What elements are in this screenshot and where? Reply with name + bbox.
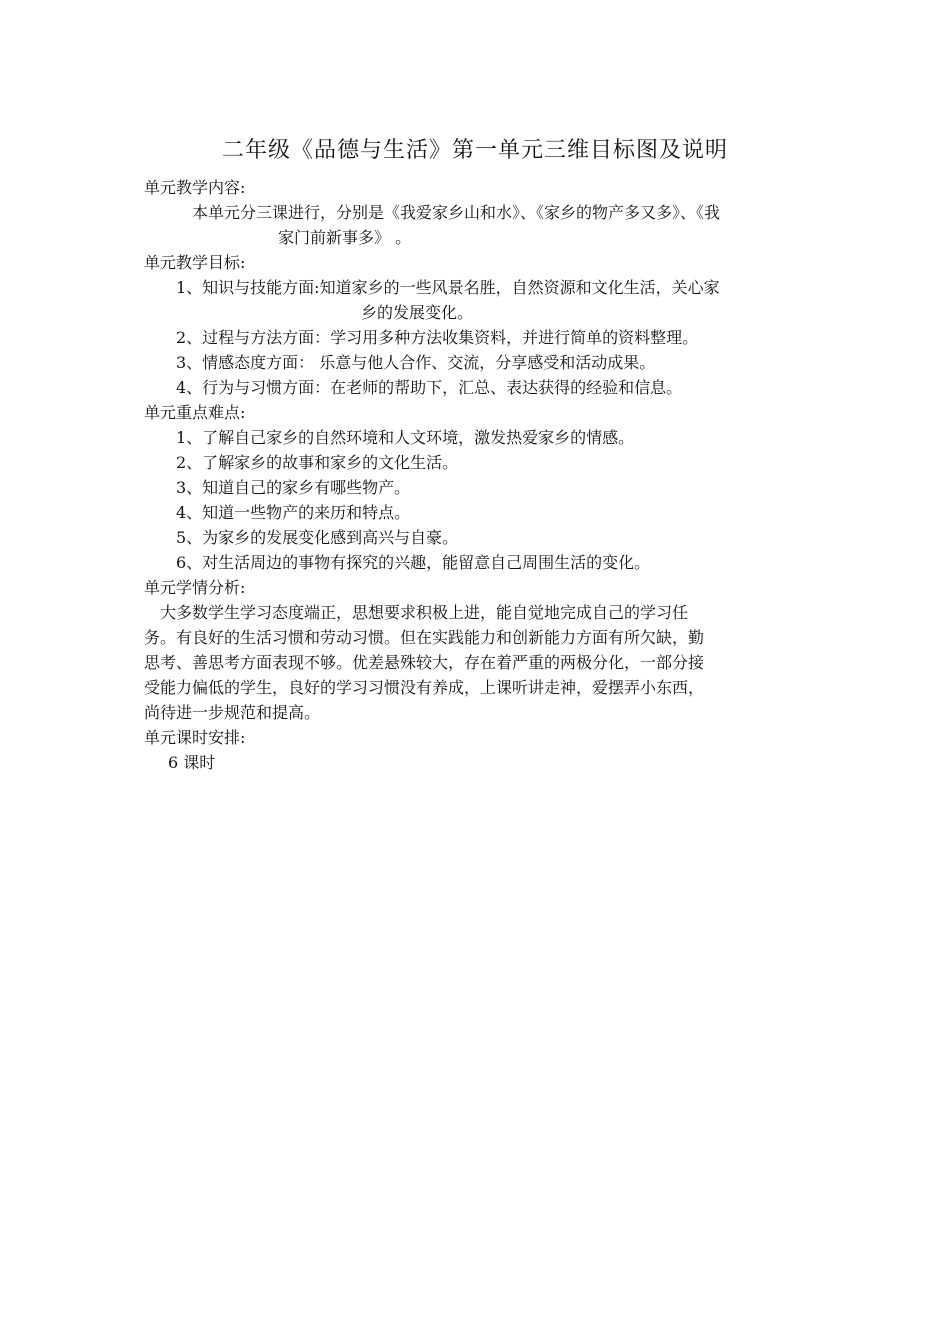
keypoint-item-1: 1、了解自己家乡的自然环境和人文环境，激发热爱家乡的情感。 <box>176 428 635 447</box>
goal-item-4: 4、行为与习惯方面：在老师的帮助下，汇总、表达获得的经验和信息。 <box>176 378 683 397</box>
analysis-line-1: 大多数学生学习态度端正，思想要求积极上进，能自觉地完成自己的学习任 <box>160 603 689 622</box>
keypoint-item-2: 2、了解家乡的故事和家乡的文化生活。 <box>176 453 459 472</box>
analysis-heading: 单元学情分析: <box>144 578 246 597</box>
keypoint-item-6: 6、对生活周边的事物有探究的兴趣，能留意自己周围生活的变化。 <box>176 553 651 572</box>
content-heading: 单元教学内容: <box>144 178 246 197</box>
schedule-value: 6 课时 <box>168 753 216 772</box>
goal-item-3: 3、情感态度方面： 乐意与他人合作、交流，分享感受和活动成果。 <box>176 353 656 372</box>
goal-item-1-continued: 乡的发展变化。 <box>361 303 474 322</box>
document-title: 二年级《品德与生活》第一单元三维目标图及说明 <box>221 138 728 163</box>
goal-item-2: 2、过程与方法方面：学习用多种方法收集资料，并进行简单的资料整理。 <box>176 328 699 347</box>
keypoint-item-4: 4、知道一些物产的来历和特点。 <box>176 503 411 522</box>
keypoint-item-3: 3、知道自己的家乡有哪些物产。 <box>176 478 411 497</box>
keypoint-item-5: 5、为家乡的发展变化感到高兴与自豪。 <box>176 528 459 547</box>
analysis-line-2: 务。有良好的生活习惯和劳动习惯。但在实践能力和创新能力方面有所欠缺，勤 <box>144 628 705 647</box>
schedule-heading: 单元课时安排: <box>144 728 246 747</box>
goal-item-1: 1、知识与技能方面:知道家乡的一些风景名胜，自然资源和文化生活，关心家 <box>176 278 720 297</box>
content-line-1: 本单元分三课进行，分别是《我爱家乡山和水》、《家乡的物产多又多》、《我 <box>192 203 721 222</box>
goals-heading: 单元教学目标: <box>144 253 246 272</box>
analysis-line-4: 受能力偏低的学生，良好的学习习惯没有养成，上课听讲走神，爱摆弄小东西， <box>144 678 705 697</box>
content-line-2: 家门前新事多》 。 <box>278 228 412 247</box>
analysis-line-3: 思考、善思考方面表现不够。优差悬殊较大，存在着严重的两极分化，一部分接 <box>144 653 705 672</box>
analysis-line-5: 尚待进一步规范和提高。 <box>144 703 321 722</box>
keypoints-heading: 单元重点难点: <box>144 403 246 422</box>
